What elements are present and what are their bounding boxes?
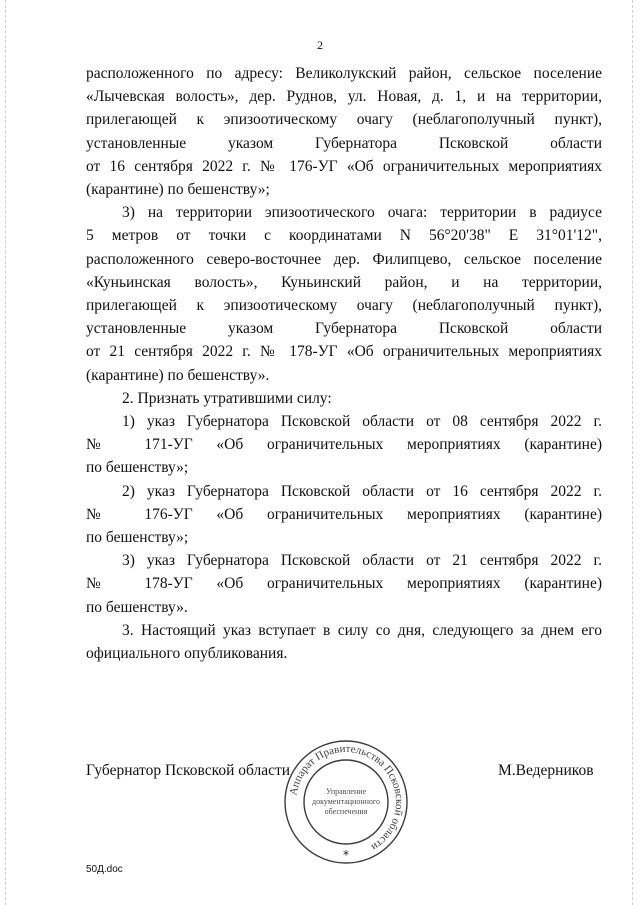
- scan-edge-right: [632, 0, 634, 905]
- text-line: по бешенству»;: [86, 459, 189, 477]
- text-line: 2) указ Губернатора Псковской области от 16 сентября 2022 г.: [122, 482, 602, 500]
- text-line: прилегающей к эпизоотическому очагу (неблагополучный пункт),: [86, 297, 602, 315]
- footer-filename: 50Д.doc: [86, 864, 123, 875]
- text-line: по бешенству».: [86, 598, 188, 616]
- text-line: расположенного северо-восточнее дер. Филипцево, сельское поселение: [86, 250, 602, 268]
- signatory-position: Губернатор Псковской области: [86, 762, 291, 779]
- seal-inner-line: Управление: [325, 787, 367, 796]
- text-line: от 21 сентября 2022 г. № 178-УГ «Об ограничительных мероприятиях: [86, 343, 602, 361]
- text-line: «Лычевская волость», дер. Руднов, ул. Новая, д. 1, и на территории,: [86, 88, 602, 106]
- text-line: официального опубликования.: [86, 645, 288, 663]
- text-line: расположенного по адресу: Великолукский район, сельское поселение: [86, 65, 602, 82]
- section-heading: 2. Признать утратившими силу:: [122, 389, 332, 407]
- text-line: 3) указ Губернатора Псковской области от 21 сентября 2022 г.: [122, 552, 602, 570]
- text-line: 3. Настоящий указ вступает в силу со дня, следующего за днем его: [122, 621, 602, 639]
- text-line: № 178-УГ «Об ограничительных мероприятиях (карантине): [86, 575, 602, 593]
- text-line: установленные указом Губернатора Псковской области: [86, 134, 602, 152]
- seal-inner-line: документационного: [312, 797, 380, 806]
- text-line: № 176-УГ «Об ограничительных мероприятиях (карантине): [86, 505, 602, 523]
- seal-star-icon: *: [343, 848, 349, 862]
- signatory-name: М.Ведерников: [498, 762, 594, 779]
- text-line: установленные указом Губернатора Псковской области: [86, 320, 602, 338]
- scan-edge-left: [5, 0, 7, 905]
- text-line: прилегающей к эпизоотическому очагу (неблагополучный пункт),: [86, 111, 602, 129]
- text-line: (карантине) по бешенству».: [86, 366, 270, 384]
- seal-inner-line: обеспечения: [324, 807, 368, 816]
- text-line: № 171-УГ «Об ограничительных мероприятиях (карантине): [86, 436, 602, 454]
- text-line: 5 метров от точки с координатами N 56°20'38" E 31°01'12",: [86, 227, 602, 245]
- text-line: 3) на территории эпизоотического очага: территории в радиусе: [122, 204, 602, 222]
- text-line: от 16 сентября 2022 г. № 176-УГ «Об ограничительных мероприятиях: [86, 157, 602, 175]
- text-line: по бешенству»;: [86, 529, 189, 547]
- text-line: «Куньинская волость», Куньинский район, и на территории,: [86, 273, 602, 291]
- document-body: [86, 62, 602, 665]
- page-number: 2: [317, 38, 323, 52]
- seal-outer-text: Аппарат Правительства Псковской области: [287, 742, 406, 854]
- text-line: (карантине) по бешенству»;: [86, 181, 270, 199]
- text-line: 1) указ Губернатора Псковской области от 08 сентября 2022 г.: [122, 413, 602, 431]
- official-seal: [282, 738, 410, 866]
